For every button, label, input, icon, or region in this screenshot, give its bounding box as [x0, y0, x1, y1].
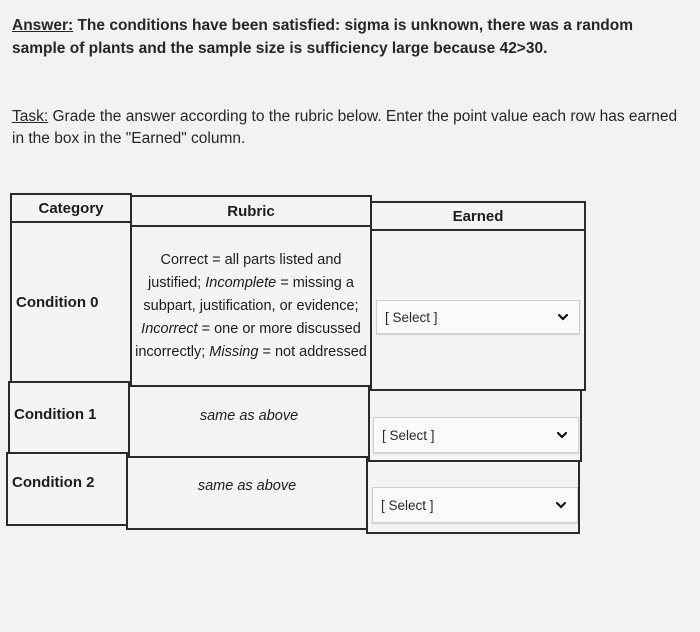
answer-body: The conditions have been satisfied: sigma is unknown, there was a random sample of plants and the sample size is sufficiency large because 42>30. — [12, 17, 634, 57]
header-earned-label: Earned — [452, 207, 504, 225]
chevron-down-icon — [556, 429, 568, 441]
row-1-select-label: [ Select ] — [382, 427, 435, 443]
row-1-rubric-text: same as above — [199, 408, 299, 424]
row-1-category — [8, 381, 130, 454]
row-0-select-label: [ Select ] — [385, 309, 438, 325]
header-category-label: Category — [38, 199, 104, 217]
rubric-term-missing: Missing — [209, 343, 259, 360]
row-2-rubric-text: same as above — [197, 477, 297, 494]
rubric-term-incomplete: Incomplete — [205, 274, 277, 291]
rubric-def-incomplete: = missing a subpart, justification, or evidence; — [143, 274, 359, 314]
rubric-term-incorrect: Incorrect — [141, 320, 198, 337]
header-rubric — [130, 195, 372, 227]
row-2-category — [6, 452, 128, 526]
row-0-earned-select[interactable] — [376, 300, 580, 334]
rubric-term-correct: Correct — [160, 251, 209, 268]
row-0-category — [10, 221, 132, 383]
rubric-def-missing: = not addressed — [258, 343, 367, 360]
header-category — [10, 193, 132, 223]
answer-label: Answer: — [12, 17, 74, 34]
header-earned — [370, 201, 586, 231]
task-body: Grade the answer according to the rubric below. Enter the point value each row has earned in the box in the "Earned" column. — [12, 108, 678, 147]
answer-text — [12, 14, 677, 60]
row-2-earned-select[interactable] — [372, 487, 578, 523]
task-label: Task: — [12, 108, 49, 125]
row-0-rubric — [130, 225, 372, 387]
row-2-rubric — [126, 456, 368, 530]
chevron-down-icon — [555, 499, 567, 511]
row-1-category-label: Condition 1 — [14, 406, 97, 423]
row-1-earned-select[interactable] — [373, 417, 579, 453]
header-rubric-label: Rubric — [227, 202, 275, 220]
row-2-category-label: Condition 2 — [12, 473, 95, 491]
row-0-category-label: Condition 0 — [16, 293, 99, 311]
row-1-rubric — [128, 385, 370, 458]
task-text — [12, 106, 682, 150]
chevron-down-icon — [557, 311, 569, 323]
row-2-select-label: [ Select ] — [381, 497, 434, 513]
row-0-rubric-text — [135, 249, 367, 364]
rubric-def-incorrect: = one or more discussed incorrectly; — [135, 320, 361, 360]
rubric-def-correct: = all parts listed and justified; — [148, 251, 342, 291]
